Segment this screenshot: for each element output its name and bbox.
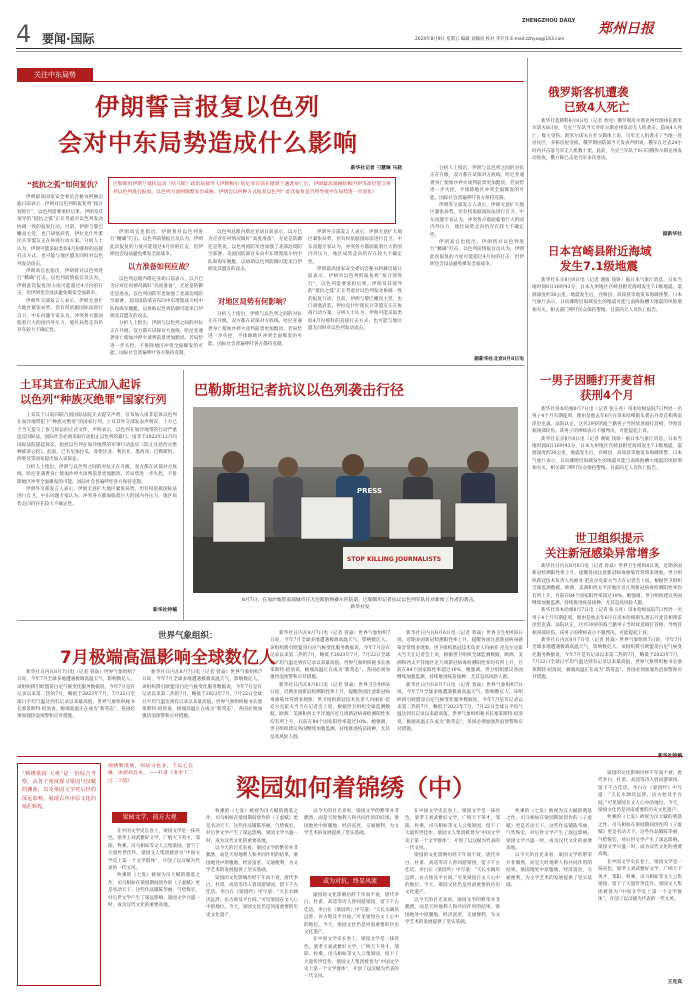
date-line: 2024年8月9日 星期五 编辑 刘佩寅 校对 李仔泽 E-mail:zzhyxq@163.com: [415, 37, 565, 42]
heat-col-1: [17, 669, 135, 743]
quake-headline-1: 日本宫崎县附近海域: [548, 244, 652, 258]
main-signoff: 据新华社北京8月8日电: [474, 356, 524, 362]
plane-headline-2: 已致4人死亡: [564, 100, 630, 114]
covid-headline-2: 关注新冠感染异常增多: [545, 546, 660, 560]
essay-subhead-2: 或为对抗，终显风流: [310, 876, 390, 887]
para: 新华社日内瓦8月7日电（记者 曾焱）世界气象组织7日说，今年7月全球多地遭遇极端高温天气，影响数亿人。该组织援引欧盟哥白尼气候变化服务数据说，今年7月是有记录以来第二热的7月，略低于2023年7月。7月22日全球日平均气温达到有记录以来最高值。世界气象组织秘书长塞莱斯特·绍洛说，极端高温正在成为“新常态”，各国必须加强热浪预警和应对措施。: [142, 670, 262, 720]
heat-col-3: [270, 630, 390, 742]
main-headline-1: 伊朗誓言报复以色列: [95, 93, 320, 121]
subhead-israel: 以方准备如何应战？: [128, 262, 193, 271]
paper-name-en: ZHENGZHOU DAILY: [522, 18, 576, 24]
essay-headline: 梁园如何着锦绣（中）: [236, 774, 476, 802]
rule-v1: [183, 370, 184, 620]
portrait-sign: [389, 499, 441, 539]
para: 在中国文学史长卷上，梁园文学是一抹亮色。梁孝王刘武雅好文学，广纳天下英才，邹阳、枚乘、司马相如等文人云集梁园，留下了大量传世佳作。梁园文人集团被誉为“中国文学史上第一个文学群体”，开创了以汉赋为代表的一代文风。: [405, 809, 500, 852]
rule-h2: [17, 620, 525, 621]
para: 伊朗最高国家安全委员会秘书阿赫迈迪日前表示，伊朗对以色列的报复将“按计划进行”，以色列需要承担后果。伊朗及其领导的“抵抗之弧”正在考虑对以色列发动协调一致的报复行动。目前，伊朗与黎巴嫩真主党、也门胡塞武装、伊拉克什叶派民兵等盟友正在协商行动方案。分析人士认为，伊朗可能采取类似4月份那样的直接打击方式，也可能与地区盟友同时对以色列发动攻击。: [17, 195, 103, 267]
main-col-4: [308, 229, 402, 362]
essay-col-2: [206, 808, 298, 988]
banner-text: STOP KILLING JOURNALISTS: [347, 556, 442, 563]
para: 枚乘的《七发》被视为汉大赋的奠基之作，司马相如在梁园期间创作的《子虚赋》更是名动天下。这些作品铺陈华丽，气势恢宏，对后世文学产生了深远影响。梁园文学兴盛一时，成为汉代文化的重要高地。: [206, 809, 298, 844]
essay-col-4: [405, 808, 500, 988]
para: 新华社日内瓦8月7日电（记者 曾焱）世界气象组织7日说，今年7月全球多地遭遇极端高温天气，影响数亿人。该组织援引欧盟哥白尼气候变化服务数据说，今年7月是有记录以来第二热的7月，略低于2023年7月。7月22日全球日平均气温达到有记录以来最高值。世界气象组织秘书长塞莱斯特·绍洛说，极端高温正在成为“新常态”，各国必须加强热浪预警和应对措施。: [532, 638, 682, 681]
para: 枚乘的《七发》被视为汉大赋的奠基之作，司马相如在梁园期间创作的《子虚赋》更是名动天下。这些作品铺陈华丽，气势恢宏，对后世文学产生了深远影响。梁园文学兴盛一时，成为汉代文化的重要高地。: [598, 815, 682, 858]
para: 土耳其于日前向联合国国际法院正式提交声明，宣布加入南非起诉以色列在加沙地带犯下“种族灭绝罪”的国家行列。土耳其外交部发表声明说，土方已于当天提交了参与诉讼的正式文件。声明表示，以色列在加沙地带的行动严重违反国际法，国际社会必须采取行动阻止以色列的暴行。南非于2023年12月向国际法院提起诉讼，指控以色列在加沙地带的军事行动违反《防止及惩治灭绝种族罪公约》。此前，已有尼加拉瓜、哥伦比亚、利比亚、墨西哥、巴勒斯坦、西班牙等国家提出加入该诉讼。: [17, 413, 177, 463]
protest-headline: 巴勒斯坦记者抗议以色列袭击行径: [194, 383, 404, 399]
para: 伊朗最高国家安全委员会秘书阿赫迈迪日前表示，伊朗对以色列的报复将“按计划进行”，以色列需要承担后果。伊朗及其领导的“抵抗之弧”正在考虑对以色列发动协调一致的报复行动。目前，伊朗与黎巴嫩真主党、也门胡塞武装、伊拉克什叶派民兵等盟友正在协商行动方案。分析人士认为，伊朗可能采取类似4月份那样的直接打击方式，也可能与地区盟友同时对以色列发动攻击。: [308, 267, 402, 332]
main-col-2b: [110, 276, 203, 362]
para: 以今天的目光来看，梁园文学的繁荣并非偶然，而是天时地利人和共同作用的结果。梁国地处中原腹地，经济富庶，交通便利，为文学艺术的发展提供了坚实基础。: [506, 853, 592, 889]
covid-headline-1: 世卫组织提示: [575, 531, 644, 545]
plane-body: [532, 118, 682, 230]
tag-rule: [93, 81, 524, 82]
para: 梁园的文化影响历经千年而不衰，唐代李白、杜甫、高适等诗人曾同游梁园，留下千古佳话。李白在《梁园吟》中写道：“天长水阔厌远涉，访古始及平台间。”可见梁园在文人心中的地位。今天，梁园文化仍是河南重要的历史文化遗产。: [304, 893, 399, 936]
protest-photo-art: [193, 407, 518, 593]
para: 梁园的文化影响历经千年而不衰，唐代李白、杜甫、高适等诗人曾同游梁园，留下千古佳话。李白在《梁园吟》中写道：“天长水阔厌远涉，访古始及平台间。”可见梁园在文人心中的地位。今天，梁园文化仍是河南重要的历史文化遗产。: [206, 875, 298, 918]
para: 以色列总理内塔尼亚胡日前表示，以方已为应对任何情况做好“高度准备”，无论是防御还是进攻。以色列国防军也加强了北部边境防空部署。美国国防部宣布向中东增派战斗机中队和海军舰艇，以协助以色列防御可能来自伊朗及其盟友的攻击。: [208, 230, 302, 273]
section-title: 要闻·国际: [42, 32, 95, 46]
main-col-2: [110, 229, 203, 259]
para: 新华社日内瓦8月7日电（记者 曾焱）世界气象组织7日说，今年7月全球多地遭遇极端高温天气，影响数亿人。该组织援引欧盟哥白尼气候变化服务数据说，今年7月是有记录以来第二热的7月，略低于2023年7月。7月22日全球日平均气温达到有记录以来最高值。世界气象组织秘书长塞莱斯特·绍洛说，极端高温正在成为“新常态”，各国必须加强热浪预警和应对措施。: [17, 670, 135, 720]
para: 新华社日内瓦8月6日电（记者 曾焱）世界卫生组织6日说，近期多国新冠检测阳性率上升，提醒各国注意新冠病毒感染异常增多现象。世卫组织新冠技术负责人玛丽亚·范克尔克霍夫当天在记者会上说，根据世卫组织全球监测数据，欧洲、美洲和西太平洋地区近几周新冠病毒检测阳性率均有所上升，目前在84个国家阳性率超过10%。她强调，世卫组织建议各国继续加强监测，持续推进疫苗接种，尤其是高风险人群。: [397, 631, 523, 681]
assault-headline-2: 获刑4个月: [580, 388, 635, 402]
para: 新华社东京8月8日电（记者 谢锐 钱铮）据日本气象厅消息，日本当地时间8日16时43分，日本九州地区宫崎县附近海域发生7.1级地震。震源深度约30公里。地震发生后，宫崎县、高知县等地发布海啸预警。日本气象厅表示，日向滩附近海域发生的地震可能与南海海槽大地震的风险增加有关，相关部门呼吁民众保持警惕。目前尚无人员伤亡报告。: [532, 436, 682, 472]
person-head: [278, 457, 298, 477]
turkey-headline-1: 土耳其宣布正式加入起诉: [20, 378, 141, 391]
person-body: [273, 477, 303, 537]
heat-col-2: [142, 669, 262, 743]
essay-col-3a: [304, 808, 399, 872]
masthead-rule: [16, 48, 682, 49]
page-number: 4: [16, 20, 32, 48]
para: 分析人士指出，伊朗与以色列之间的对抗正在升级，双方都在试探对方底线。哈尼亚遇袭身亡使加沙停火谈判前景更加黯淡。若局势进一步失控，不排除地区冲突全面爆发的可能。国际社会普遍呼吁各方保持克制。: [208, 312, 302, 347]
press-label: PRESS: [357, 487, 383, 495]
lead-box: [108, 177, 396, 224]
person-head: [342, 454, 364, 476]
protest-photo: [193, 407, 518, 593]
turkey-sign: 新华社特稿: [153, 607, 177, 613]
para: 伊朗高官也指出，伊朗将对以色列进行“精确”打击。以色列前情报官员认为，伊朗此次报复的力度可能超过4月份的打击，但伊朗也会设法避免爆发全面战争。: [17, 269, 103, 297]
masthead-rule-thin: [16, 51, 682, 52]
para: 在中国文学史长卷上，梁园文学是一抹亮色。梁孝王刘武雅好文学，广纳天下英才，邹阳、枚乘、司马相如等文人云集梁园，留下了大量传世佳作。梁园文人集团被誉为“中国文学史上第一个文学群体”，开创了以汉赋为代表的一代文风。: [598, 859, 682, 902]
paper-logo: 郑州日报: [598, 21, 654, 37]
essay-col-6: [598, 770, 682, 975]
essay-note: “锦绣梁园·大观”是一份综合考察，从各个角度探寻梁园与汉赋的渊源，以及梁园文学对后世的深远影响，展现古代中原文化的灿烂辉煌。: [22, 771, 96, 810]
turkey-body: [17, 412, 177, 604]
para: 伊朗高官也指出，伊朗将对以色列进行“精确”打击。以色列前情报官员认为，伊朗此次报复的力度可能超过4月份的打击，但伊朗也会设法避免爆发全面战争。: [110, 230, 203, 258]
caption-credit: 新华社发: [350, 605, 370, 611]
portrait-sign: [455, 503, 507, 541]
main-col-3: [208, 229, 302, 293]
essay-col-5: [506, 808, 592, 988]
para: 新华社日内瓦8月7日电（记者 曾焱）世界气象组织7日说，今年7月全球多地遭遇极端高温天气，影响数亿人。该组织援引欧盟哥白尼气候变化服务数据说，今年7月是有记录以来第二热的7月，略低于2023年7月。7月22日全球日平均气温达到有记录以来最高值。世界气象组织秘书长塞莱斯特·绍洛说，极端高温正在成为“新常态”，各国必须加强热浪预警和应对措施。: [397, 682, 523, 733]
subhead-impact: 对地区局势有何影响？: [218, 297, 290, 306]
para: 分析人士指出，伊朗与以色列之间的对抗正在升级，双方都在试探对方底线。哈尼亚遇袭身亡使加沙停火谈判前景更加黯淡。若局势进一步失控，不排除地区冲突全面爆发的可能。国际社会普遍呼吁各方保持克制。: [110, 321, 203, 357]
heat-headline: 7月极端高温影响全球数亿人: [60, 648, 276, 668]
para: 伊朗外交部发言人表示，伊朗无意扩大地区紧张局势，但有权依据国际法进行自卫。中东问题专家认为，冲突各方都面临着巨大的国内外压力，地区局势走向仍存在较大不确定性。: [430, 203, 524, 238]
subhead-arc: “抵抗之弧”如何复仇？: [27, 180, 102, 189]
quake-headline-2: 发生7.1级地震: [560, 259, 638, 273]
para: 以今天的目光来看，梁园文学的繁荣并非偶然，而是天时地利人和共同作用的结果。梁国地处中原腹地，经济富庶，交通便利，为文学艺术的发展提供了坚实基础。: [405, 897, 500, 926]
para: 新华社日内瓦8月7日电（记者 曾焱）世界气象组织7日说，今年7月全球多地遭遇极端高温天气，影响数亿人。该组织援引欧盟哥白尼气候变化服务数据说，今年7月是有记录以来第二热的7月，略低于2023年7月。7月22日全球日平均气温达到有记录以来最高值。世界气象组织秘书长塞莱斯特·绍洛说，极端高温正在成为“新常态”，各国必须加强热浪预警和应对措施。: [270, 631, 390, 681]
essay-intro: 锦绣繁茂地，何故兴也多，千岛心自缘，冰原高自卓。——杜甫《寄李十二白二十韵》: [108, 764, 193, 784]
para: 新华社哥本哈根8月7日电（记者 张玉亮）哥本哈根法院7日判处一名男子4个月有期徒刑，理由是他去年6月在哥本哈根街头袭击丹麦首相弗雷泽里克森。法院认定，这名39岁的波兰籍男子当时故意殴打首相，导致首相颈部轻伤。该男子的律师表示不服判决，可能提起上诉。: [532, 407, 682, 435]
caption-text: 8月7日，在加沙地带南部城市汗尤尼斯的纳赛尔医院前，巴勒斯坦记者抗议以色列军队针对新闻工作者的袭击。: [241, 598, 479, 603]
heat-col-4: [397, 630, 523, 742]
rule-h1: [17, 365, 525, 366]
plane-headline-1: 俄罗斯客机遭袭: [548, 85, 629, 99]
main-byline: 新华社记者 刁慧琳 马骁: [350, 165, 402, 171]
para: 新华社莫斯科8月8日电（记者 黄河）俄罗斯库尔斯克州代理州长斯米尔诺夫8日说，乌克兰军队当天对库尔斯克州发动无人机袭击，造成4人死亡，数人受伤。斯米尔诺夫在社交媒体上说，乌军无人机袭击了当地一处居民区，多栋房屋受损。俄罗斯国防部当天发表声明说，俄军在过去24小时内共击落乌军无人机数十架。此前，乌克兰军队于6日向俄库尔斯克州发动进攻，俄方称已击退乌军多次进攻。: [532, 119, 682, 162]
person-head: [467, 451, 489, 473]
para: 新华社日内瓦8月6日电（记者 曾焱）世界卫生组织6日说，近期多国新冠检测阳性率上升，提醒各国注意新冠病毒感染异常增多现象。世卫组织新冠技术负责人玛丽亚·范克尔克霍夫当天在记者会上说，根据世卫组织全球监测数据，欧洲、美洲和西太平洋地区近几周新冠病毒检测阳性率均有所上升，目前在84个国家阳性率超过10%。她强调，世卫组织建议各国继续加强监测，持续推进疫苗接种，尤其是高风险人群。: [532, 564, 682, 607]
para: 新华社日内瓦8月6日电（记者 曾焱）世界卫生组织6日说，近期多国新冠检测阳性率上升，提醒各国注意新冠病毒感染异常增多现象。世卫组织新冠技术负责人玛丽亚·范克尔克霍夫当天在记者会上说，根据世卫组织全球监测数据，欧洲、美洲和西太平洋地区近几周新冠病毒检测阳性率均有所上升，目前在84个国家阳性率超过10%。她强调，世卫组织建议各国继续加强监测，持续推进疫苗接种，尤其是高风险人群。: [270, 682, 390, 740]
main-col-5: [430, 165, 524, 353]
essay-col-3b: [304, 892, 399, 988]
assault-headline-1: 一男子因睡打开麦首相: [540, 373, 655, 387]
turkey-headline-2: 以色列“种族灭绝罪”国家行列: [20, 393, 167, 406]
lead-text: 巴勒斯坦伊斯兰抵抗运动（哈马斯）政治局领导人伊斯梅尔·哈尼亚日前在德黑兰遇袭身亡后，伊朗最高领袖哈梅内伊等高层誓言将对以色列进行报复。以色列方面则频繁发出威胁。伊朗会以何种方式报复以色列？此次报复是否将导致中东局势进一步恶化？: [113, 182, 391, 195]
person-head: [222, 451, 244, 473]
protest-caption: [240, 597, 480, 613]
para: 分析人士指出，伊朗与以色列之间的对抗正在升级，双方都在试探对方底线。哈尼亚遇袭身亡使加沙停火谈判前景更加黯淡。若局势进一步失控，不排除地区冲突全面爆发的可能。国际社会普遍呼吁各方保持克制。: [430, 166, 524, 201]
plane-sign: 据新华社: [662, 231, 682, 237]
para: 在中国文学史长卷上，梁园文学是一抹亮色。梁孝王刘武雅好文学，广纳天下英才，邹阳、枚乘、司马相如等文人云集梁园，留下了大量传世佳作。梁园文人集团被誉为“中国文学史上第一个文学群体”，开创了以汉赋为代表的一代文风。: [108, 829, 200, 872]
main-headline-2: 会对中东局势造成什么影响: [58, 129, 358, 157]
essay-col-1: [108, 828, 200, 988]
para: 伊朗外交部发言人表示，伊朗无意扩大地区紧张局势，但有权依据国际法进行自卫。中东问题专家认为，冲突各方都面临着巨大的国内外压力，地区局势走向仍存在较大不确定性。: [308, 230, 402, 265]
para: 伊朗高官也指出，伊朗将对以色列进行“精确”打击。以色列前情报官员认为，伊朗此次报复的力度可能超过4月份的打击，但伊朗也会设法避免爆发全面战争。: [430, 240, 524, 268]
para: 以今天的目光来看，梁园文学的繁荣并非偶然，而是天时地利人和共同作用的结果。梁国地处中原腹地，经济富庶，交通便利，为文学艺术的发展提供了坚实基础。: [304, 809, 399, 837]
assault-body: [532, 406, 682, 516]
quake-body: [532, 277, 682, 365]
para: 枚乘的《七发》被视为汉大赋的奠基之作，司马相如在梁园期间创作的《子虚赋》更是名动天下。这些作品铺陈华丽，气势恢宏，对后世文学产生了深远影响。梁园文学兴盛一时，成为汉代文化的重要高地。: [108, 873, 200, 909]
para: 新华社哥本哈根8月7日电（记者 张玉亮）哥本哈根法院7日判处一名男子4个月有期徒刑，理由是他去年6月在哥本哈根街头袭击丹麦首相弗雷泽里克森。法院认定，这名39岁的波兰籍男子当时故意殴打首相，导致首相颈部轻伤。该男子的律师表示不服判决，可能提起上诉。: [532, 608, 682, 636]
heat-pretitle: 世界气象组织：: [158, 631, 218, 641]
rule-v-right: [527, 58, 528, 648]
para: 枚乘的《七发》被视为汉大赋的奠基之作，司马相如在梁园期间创作的《子虚赋》更是名动天下。这些作品铺陈华丽，气势恢宏，对后世文学产生了深远影响。梁园文学兴盛一时，成为汉代文化的重要高地。: [506, 809, 592, 852]
para: 梁园的文化影响历经千年而不衰，唐代李白、杜甫、高适等诗人曾同游梁园，留下千古佳话。李白在《梁园吟》中写道：“天长水阔厌远涉，访古始及平台间。”可见梁园在文人心中的地位。今天，梁园文化仍是河南重要的历史文化遗产。: [598, 771, 682, 814]
para: 伊朗外交部发言人表示，伊朗无意扩大地区紧张局势，但有权依据国际法进行自卫。中东问题专家认为，冲突各方都面临着巨大的国内外压力，地区局势走向仍存在较大不确定性。: [17, 298, 103, 334]
portrait-sign: [301, 497, 353, 539]
para: 分析人士指出，伊朗与以色列之间的对抗正在升级，双方都在试探对方底线。哈尼亚遇袭身亡使加沙停火谈判前景更加黯淡。若局势进一步失控，不排除地区冲突全面爆发的可能。国际社会普遍呼吁各方保持克制。: [17, 464, 177, 485]
para: 以今天的目光来看，梁园文学的繁荣并非偶然，而是天时地利人和共同作用的结果。梁国地处中原腹地，经济富庶，交通便利，为文学艺术的发展提供了坚实基础。: [206, 846, 298, 874]
topic-tag: 关注中东局势: [17, 68, 93, 82]
person-head: [408, 457, 428, 477]
essay-subhead-1: 梁园文学，前方大观: [112, 812, 187, 823]
rule-h3: [17, 756, 683, 757]
portrait-sign: [213, 502, 265, 542]
main-col-3b: [208, 311, 302, 362]
para: 新华社东京8月8日电（记者 谢锐 钱铮）据日本气象厅消息，日本当地时间8日16时43分，日本九州地区宫崎县附近海域发生7.1级地震。震源深度约30公里。地震发生后，宫崎县、高知县等地发布海啸预警。日本气象厅表示，日向滩附近海域发生的地震可能与南海海槽大地震的风险增加有关，相关部门呼吁民众保持警惕。目前尚无人员伤亡报告。: [532, 278, 682, 313]
essay-author: 王克宾: [667, 979, 682, 985]
covid-body: [532, 563, 682, 753]
para: 伊朗外交部发言人表示，伊朗无意扩大地区紧张局势，但有权依据国际法进行自卫。中东问题专家认为，冲突各方都面临着巨大的国内外压力，地区局势走向仍存在较大不确定性。: [17, 487, 177, 507]
essay-note-box: [17, 763, 101, 986]
para: 在中国文学史长卷上，梁园文学是一抹亮色。梁孝王刘武雅好文学，广纳天下英才，邹阳、枚乘、司马相如等文人云集梁园，留下了大量传世佳作。梁园文人集团被誉为“中国文学史上第一个文学群体”，开创了以汉赋为代表的一代文风。: [304, 937, 399, 980]
para: 以色列总理内塔尼亚胡日前表示，以方已为应对任何情况做好“高度准备”，无论是防御还是进攻。以色列国防军也加强了北部边境防空部署。美国国防部宣布向中东增派战斗机中队和海军舰艇，以协助以色列防御可能来自伊朗及其盟友的攻击。: [110, 277, 203, 320]
main-col-1: [17, 194, 103, 360]
para: 梁园的文化影响历经千年而不衰，唐代李白、杜甫、高适等诗人曾同游梁园，留下千古佳话。李白在《梁园吟》中写道：“天长水阔厌远涉，访古始及平台间。”可见梁园在文人心中的地位。今天，梁园文化仍是河南重要的历史文化遗产。: [405, 853, 500, 896]
